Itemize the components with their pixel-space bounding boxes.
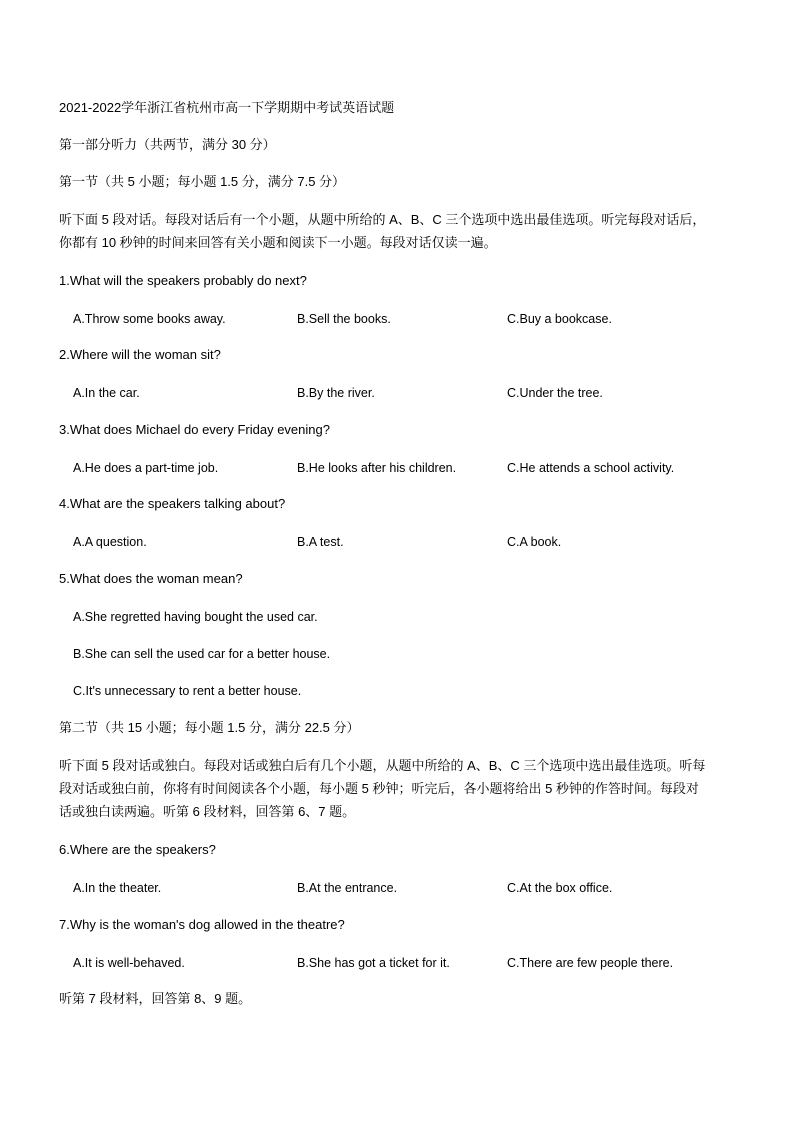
question-3-stem: 3.What does Michael do every Friday evening? [59, 422, 330, 437]
instruction-line: 话或独白读两遍。听第 6 段材料，回答第 6、7 题。 [59, 804, 356, 819]
question-5-option-c[interactable]: C.It's unnecessary to rent a better house. [73, 684, 302, 698]
section1-heading: 第一节（共 5 小题；每小题 1.5 分，满分 7.5 分） [59, 174, 346, 189]
question-6-option-b[interactable]: B.At the entrance. [297, 881, 398, 895]
question-7-option-a[interactable]: A.It is well-behaved. [73, 956, 185, 970]
question-1-option-b[interactable]: B.Sell the books. [297, 312, 391, 326]
question-3-option-a[interactable]: A.He does a part-time job. [73, 461, 219, 475]
instruction-line: 你都有 10 秒钟的时间来回答有关小题和阅读下一小题。每段对话仅读一遍。 [59, 235, 497, 250]
section2-heading: 第二节（共 15 小题；每小题 1.5 分，满分 22.5 分） [59, 720, 360, 735]
question-6-option-a[interactable]: A.In the theater. [73, 881, 162, 895]
question-6-option-c[interactable]: C.At the box office. [507, 881, 613, 895]
question-5-option-a[interactable]: A.She regretted having bought the used car. [73, 610, 318, 624]
question-3-option-c[interactable]: C.He attends a school activity. [507, 461, 675, 475]
question-7-stem: 7.Why is the woman's dog allowed in the theatre? [59, 917, 345, 932]
question-4-option-c[interactable]: C.A book. [507, 535, 562, 549]
document-title: 2021-2022学年浙江省杭州市高一下学期期中考试英语试题 [59, 100, 395, 115]
question-1-option-a[interactable]: A.Throw some books away. [73, 312, 226, 326]
question-7-option-c[interactable]: C.There are few people there. [507, 956, 674, 970]
question-2-option-a[interactable]: A.In the car. [73, 386, 140, 400]
instruction-line: 听下面 5 段对话或独白。每段对话或独白后有几个小题，从题中所给的 A、B、C 三个选项中选出最佳选项。听每 [59, 758, 706, 773]
question-3-option-b[interactable]: B.He looks after his children. [297, 461, 457, 475]
question-1-option-c[interactable]: C.Buy a bookcase. [507, 312, 612, 326]
question-4-option-b[interactable]: B.A test. [297, 535, 344, 549]
instruction-line: 听下面 5 段对话。每段对话后有一个小题，从题中所给的 A、B、C 三个选项中选出最佳选项。听完每段对话后， [59, 212, 706, 227]
question-6-stem: 6.Where are the speakers? [59, 842, 216, 857]
question-1-stem: 1.What will the speakers probably do next? [59, 273, 307, 288]
question-2-stem: 2.Where will the woman sit? [59, 347, 221, 362]
section1-instructions [59, 208, 749, 254]
question-5-option-b[interactable]: B.She can sell the used car for a better house. [73, 647, 331, 661]
question-2-option-b[interactable]: B.By the river. [297, 386, 375, 400]
part1-heading: 第一部分听力（共两节，满分 30 分） [59, 137, 276, 152]
listen-7-note: 听第 7 段材料，回答第 8、9 题。 [59, 991, 252, 1006]
question-2-option-c[interactable]: C.Under the tree. [507, 386, 603, 400]
instruction-line: 段对话或独白前，你将有时间阅读各个小题，每小题 5 秒钟；听完后，各小题将给出 5 秒钟的作答时间。每段对 [59, 781, 699, 796]
question-7-option-b[interactable]: B.She has got a ticket for it. [297, 956, 450, 970]
question-5-stem: 5.What does the woman mean? [59, 571, 243, 586]
question-4-stem: 4.What are the speakers talking about? [59, 496, 286, 511]
section2-instructions [59, 754, 749, 823]
question-4-option-a[interactable]: A.A question. [73, 535, 147, 549]
